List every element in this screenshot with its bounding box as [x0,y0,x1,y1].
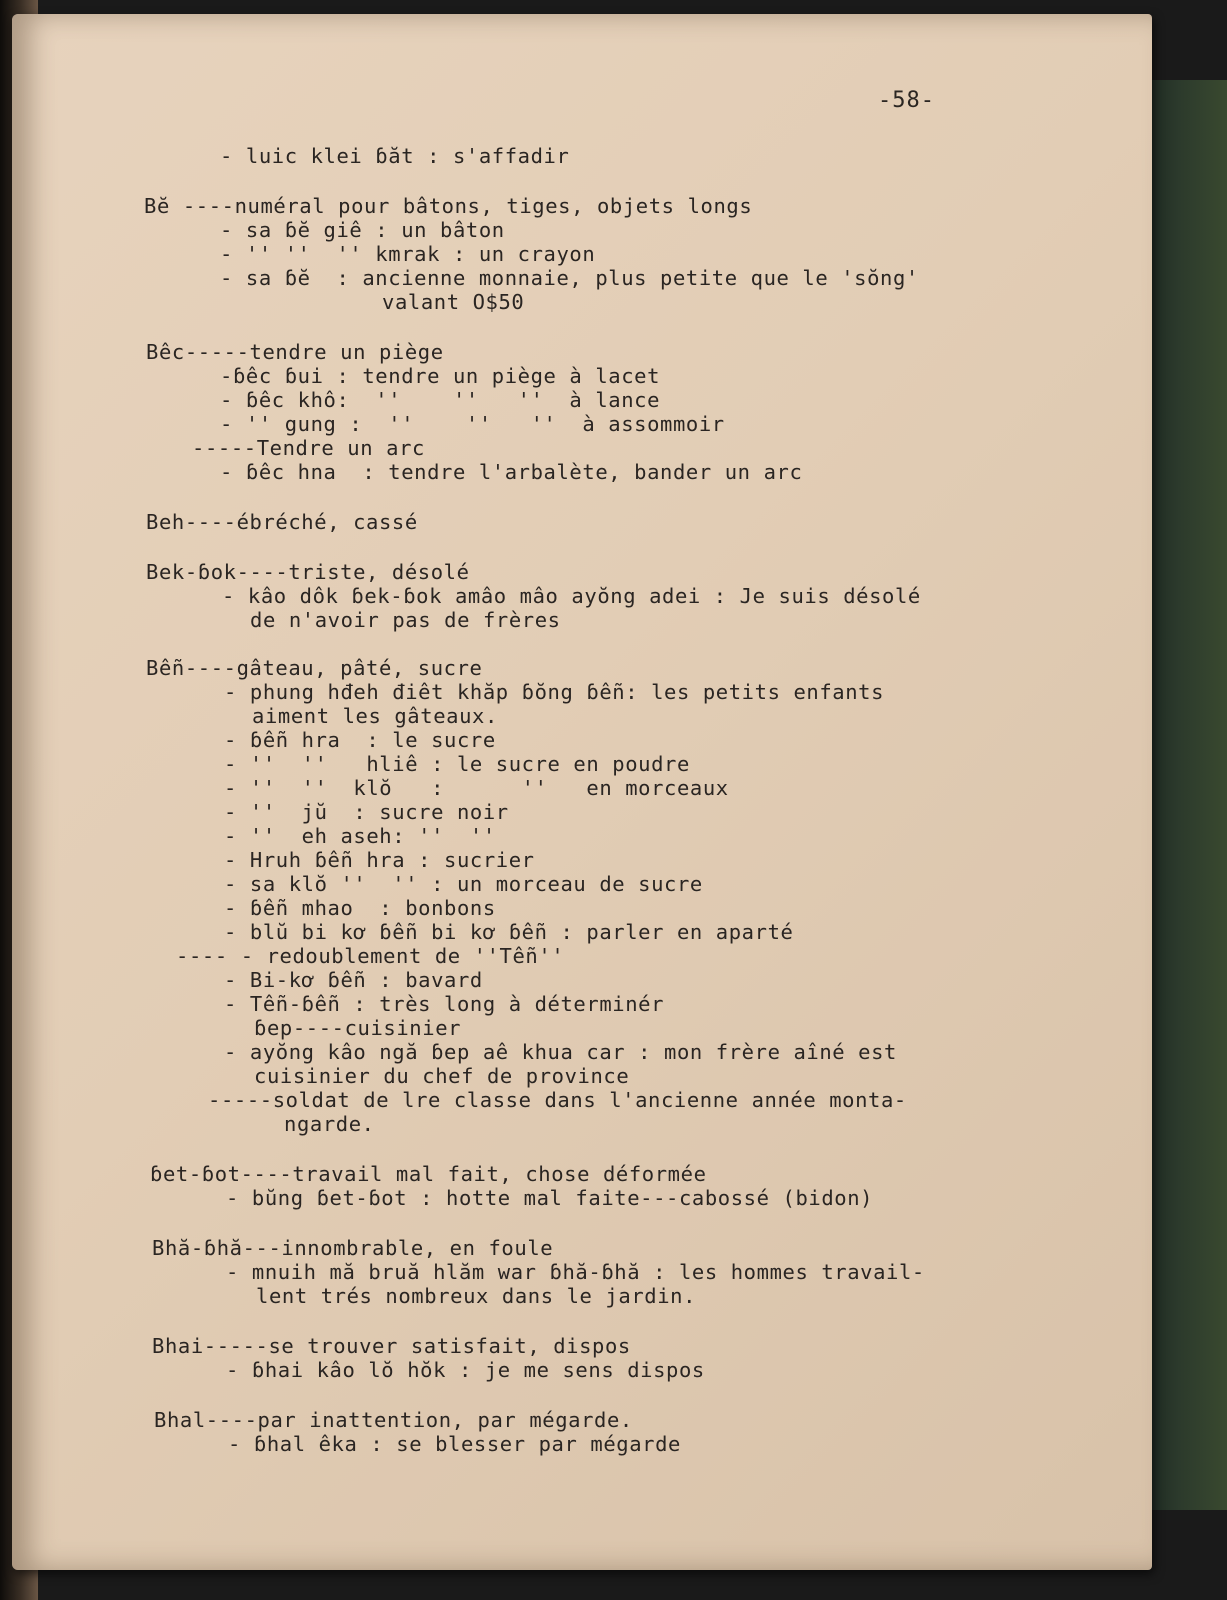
entry-line: - ɓhai kâo lŏ hŏk : je me sens dispos [226,1358,705,1382]
entry-line: - bŭng ɓet-ɓot : hotte mal faite---cabossé (bidon) [226,1186,874,1210]
entry-line: - ɓêñ mhao : bonbons [224,896,496,920]
entry-line: - '' gung : '' '' '' à assommoir [220,412,725,436]
entry-headword-line: Bhal----par inattention, par mégarde. [154,1408,633,1432]
entry-line: ngarde. [284,1112,375,1136]
entry-line: - phung hđeh điêt khăp ɓŏng ɓêñ: les petits enfants [224,680,885,704]
entry-line: -----Tendre un arc [192,436,425,460]
entry-headword-line: ɓet-ɓot----travail mal fait, chose déformée [150,1162,707,1186]
page-number: -58- [878,88,935,113]
entry-line: - sa klŏ '' '' : un morceau de sucre [224,872,703,896]
entry-line: - '' '' klŏ : '' en morceaux [224,776,729,800]
entry-line: aiment les gâteaux. [252,704,498,728]
entry-line: - sa ɓĕ : ancienne monnaie, plus petite que le 'sŏng' [220,266,919,290]
book-back-cover [1147,80,1227,1510]
entry-line: - mnuih mă bruă hlăm war ɓhă-ɓhă : les hommes travail- [226,1260,925,1284]
entry-line: - '' '' '' kmrak : un crayon [220,242,596,266]
entry-line: ɓep----cuisinier [254,1016,462,1040]
entry-headword-line: Bĕ ----numéral pour bâtons, tiges, objets longs [144,194,753,218]
entry-line: - ɓhal êka : se blesser par mégarde [228,1432,681,1456]
entry-line: lent trés nombreux dans le jardin. [256,1284,697,1308]
entry-line: cuisinier du chef de province [254,1064,630,1088]
entry-line: -ɓêc ɓui : tendre un piège à lacet [220,364,661,388]
entry-line: - blŭ bi kơ ɓêñ bi kơ ɓêñ : parler en aparté [224,920,794,944]
entry-line: - luic klei ɓăt : s'affadir [220,144,570,168]
entry-line: - Hruh ɓêñ hra : sucrier [224,848,535,872]
entry-line: - ayŏng kâo ngă ɓep aê khua car : mon frère aîné est [224,1040,897,1064]
entry-headword-line: Bêc-----tendre un piège [146,340,444,364]
entry-line: de n'avoir pas de frères [250,608,561,632]
entry-line: - '' eh aseh: '' '' [224,824,496,848]
entry-line: - kâo dôk ɓek-ɓok amâo mâo ayŏng adei : Je suis désolé [222,584,921,608]
book-page [12,14,1152,1570]
entry-line: -----soldat de lre classe dans l'ancienne année monta- [208,1088,907,1112]
entry-line: - sa ɓĕ giê : un bâton [220,218,505,242]
entry-line: - ɓêc hna : tendre l'arbalète, bander un arc [220,460,803,484]
entry-line: valant O$50 [382,290,525,314]
entry-line: - ɓêñ hra : le sucre [224,728,496,752]
entry-line: - '' jŭ : sucre noir [224,800,509,824]
entry-headword-line: Bek-ɓok----triste, désolé [146,560,470,584]
entry-headword-line: Bêñ----gâteau, pâté, sucre [146,656,483,680]
entry-headword-line: Bhă-ɓhă---innombrable, en foule [152,1236,554,1260]
entry-headword-line: Bhai-----se trouver satisfait, dispos [152,1334,631,1358]
entry-headword-line: Beh----ébréché, cassé [146,510,418,534]
entry-line: - ɓêc khô: '' '' '' à lance [220,388,661,412]
entry-line: - '' '' hliê : le sucre en poudre [224,752,690,776]
entry-line: - Têñ-ɓêñ : très long à déterminér [224,992,665,1016]
entry-line: ---- - redoublement de ''Têñ'' [176,944,565,968]
entry-line: - Bi-kơ ɓêñ : bavard [224,968,483,992]
